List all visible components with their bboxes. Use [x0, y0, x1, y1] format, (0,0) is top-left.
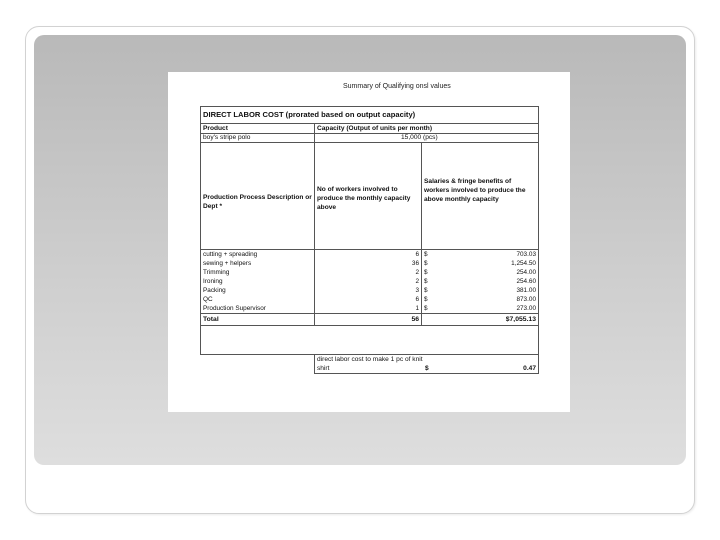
- currency-symbol: $: [424, 260, 428, 267]
- spacer-cell: [201, 355, 315, 374]
- process-header: Production Process Description or Dept *: [201, 177, 315, 250]
- list-item: [424, 286, 536, 295]
- list-item: Production Supervisor: [203, 305, 266, 312]
- list-item: Trimming: [203, 269, 230, 276]
- salary-header: Salaries & fringe benefits of workers involved to produce the above monthly capacity: [422, 177, 539, 250]
- amount: 254.00: [516, 269, 536, 276]
- list-item: [424, 250, 536, 259]
- scanned-document: [168, 72, 570, 412]
- list-item: QC: [203, 296, 213, 303]
- product-header: Product: [201, 124, 315, 134]
- list-item: Ironing: [203, 278, 223, 285]
- list-item: [424, 295, 536, 304]
- currency-symbol: $: [424, 278, 428, 285]
- currency-symbol: $: [424, 287, 428, 294]
- capacity-value: 15,000 (pcs): [315, 134, 539, 143]
- list-item: Packing: [203, 287, 226, 294]
- list-item: [424, 304, 536, 313]
- summary-caption: Summary of Qualifying onsl values: [343, 83, 451, 90]
- list-item: 6: [415, 251, 419, 258]
- unit-cost-cell: [315, 355, 539, 374]
- total-amount: $7,055.13: [422, 314, 539, 326]
- amount: 703.03: [516, 251, 536, 258]
- currency-symbol: $: [424, 251, 428, 258]
- spacer-cell: [201, 143, 315, 178]
- process-list: [201, 250, 315, 314]
- slide-content-panel: [34, 35, 686, 465]
- currency-symbol: $: [424, 296, 428, 303]
- empty-row: [201, 326, 539, 355]
- spacer-cell: [422, 143, 539, 178]
- table-title: DIRECT LABOR COST (prorated based on output capacity): [201, 107, 539, 124]
- unit-cost-value: 0.47: [523, 365, 536, 372]
- list-item: [424, 268, 536, 277]
- list-item: 36: [411, 260, 419, 267]
- amount: 873.00: [516, 296, 536, 303]
- amount: 381.00: [516, 287, 536, 294]
- unit-cost-currency: $: [425, 365, 429, 372]
- amount: 254.60: [516, 278, 536, 285]
- list-item: cutting + spreading: [203, 251, 258, 258]
- capacity-header: Capacity (Output of units per month): [315, 124, 539, 134]
- workers-header: No of workers involved to produce the monthly capacity above: [315, 177, 422, 250]
- total-label: Total: [201, 314, 315, 326]
- list-item: 2: [415, 278, 419, 285]
- list-item: 1: [415, 305, 419, 312]
- list-item: sewing + helpers: [203, 260, 252, 267]
- list-item: 2: [415, 269, 419, 276]
- total-workers: 56: [315, 314, 422, 326]
- workers-list: [315, 250, 422, 314]
- currency-symbol: $: [424, 305, 428, 312]
- salary-list: [422, 250, 539, 314]
- direct-labor-cost-table: [200, 106, 539, 374]
- list-item: [424, 259, 536, 268]
- spacer-cell: [315, 143, 422, 178]
- list-item: [424, 277, 536, 286]
- amount: 1,254.50: [511, 260, 536, 267]
- currency-symbol: $: [424, 269, 428, 276]
- product-value: boy's stripe polo: [201, 134, 315, 143]
- amount: 273.00: [516, 305, 536, 312]
- unit-cost-label: direct labor cost to make 1 pc of knit shirt: [317, 356, 423, 372]
- list-item: 3: [415, 287, 419, 294]
- list-item: 6: [415, 296, 419, 303]
